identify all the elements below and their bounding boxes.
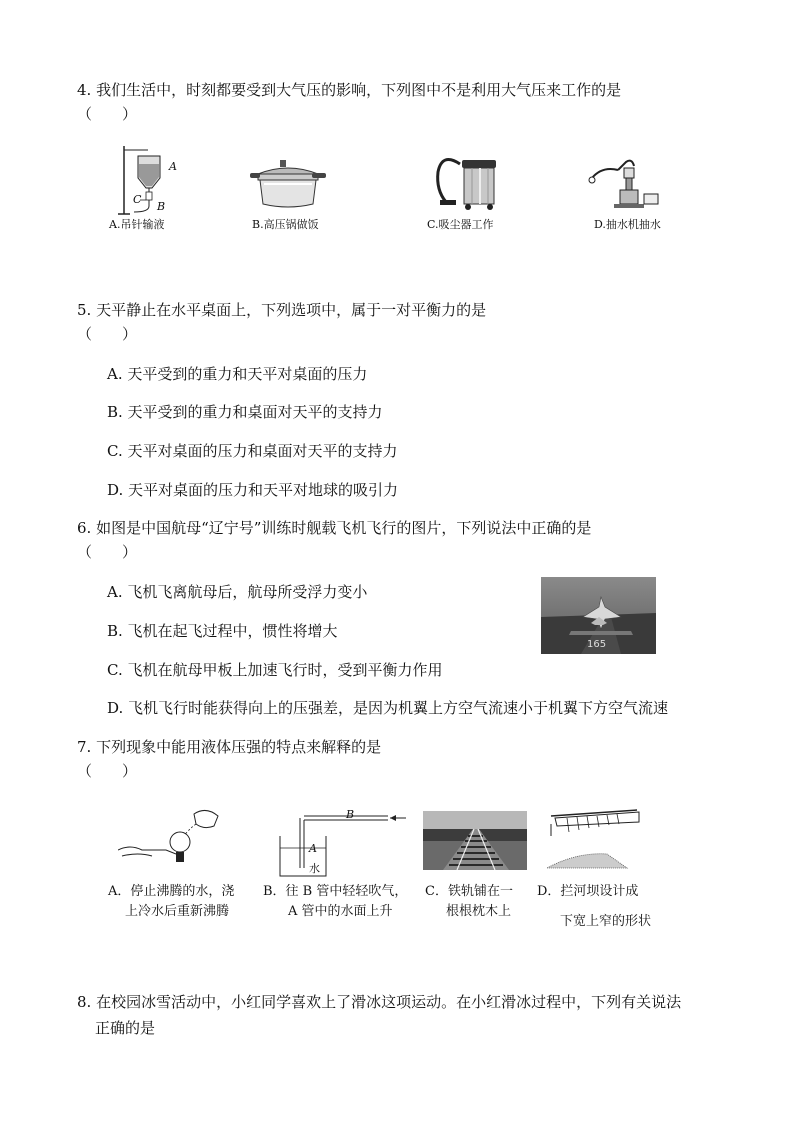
q7-option-a-line1: A．停止沸腾的水，浇	[108, 884, 235, 899]
railway-photo	[423, 811, 527, 870]
q8-stem-line1: 8. 在校园冰雪活动中，小红同学喜欢上了滑冰这项运动。在小红滑冰过程中，下列有关说法	[77, 993, 682, 1011]
q7-option-c-line1: C．铁轨铺在一	[425, 884, 513, 899]
q6-option-d: D. 飞机飞行时能获得向上的压强差，是因为机翼上方空气流速小于机翼下方空气流速	[107, 699, 669, 717]
q6-option-b: B. 飞机在起飞过程中，惯性将增大	[107, 622, 338, 640]
q6-option-a: A. 飞机飞离航母后，航母所受浮力变小	[107, 583, 368, 601]
q4-option-c-label: C.吸尘器工作	[427, 218, 494, 231]
q4-option-b-label: B.高压锅做饭	[252, 218, 319, 231]
q7-stem: 7. 下列现象中能用液体压强的特点来解释的是	[77, 738, 382, 756]
q5-option-c: C. 天平对桌面的压力和桌面对天平的支持力	[107, 442, 398, 460]
q8-stem-line2: 正确的是	[95, 1019, 156, 1037]
q4-answer-paren: （ ）	[77, 105, 138, 123]
q5-option-b: B. 天平受到的重力和桌面对天平的支持力	[107, 403, 383, 421]
q5-option-a: A. 天平受到的重力和天平对桌面的压力	[107, 365, 368, 383]
q6-stem: 6. 如图是中国航母“辽宁号”训练时舰载飞机飞行的图片，下列说法中正确的是	[77, 519, 592, 537]
dam-icon	[547, 808, 643, 870]
flask-cold-water-icon	[118, 806, 228, 866]
blow-tube-icon	[276, 810, 406, 878]
fig-letter-a: A	[169, 160, 177, 173]
q7-option-b-line1: B．往 B 管中轻轻吹气，	[263, 884, 408, 899]
q7-option-b-line2: A 管中的水面上升	[288, 904, 393, 919]
q6-option-c: C. 飞机在航母甲板上加速飞行时，受到平衡力作用	[107, 661, 443, 679]
fig-letter-c: C	[133, 193, 142, 206]
fig-letter-a2: A	[309, 842, 317, 855]
q5-option-d: D. 天平对桌面的压力和天平对地球的吸引力	[107, 481, 399, 499]
q7-option-c-line2: 根根枕木上	[446, 904, 512, 919]
water-pump-icon	[588, 156, 664, 210]
vacuum-cleaner-icon	[432, 150, 502, 212]
fig-letter-b: B	[157, 200, 166, 213]
pressure-cooker-icon	[250, 158, 326, 210]
svg-text:165: 165	[587, 639, 607, 650]
fig-water-label: 水	[309, 862, 320, 875]
q7-option-d-line1: D．拦河坝设计成	[537, 884, 639, 899]
q7-option-a-line2: 上冷水后重新沸腾	[125, 904, 230, 919]
iv-drip-icon	[112, 144, 182, 216]
q4-option-a-label: A.吊针输液	[109, 218, 165, 231]
q6-answer-paren: （ ）	[77, 543, 138, 561]
q7-option-d-line2: 下宽上窄的形状	[560, 914, 652, 929]
carrier-jet-photo	[541, 577, 656, 654]
q5-stem: 5. 天平静止在水平桌面上，下列选项中，属于一对平衡力的是	[77, 301, 487, 319]
q4-option-d-label: D.抽水机抽水	[594, 218, 661, 231]
q7-answer-paren: （ ）	[77, 762, 138, 780]
fig-letter-b2: B	[346, 808, 355, 821]
q5-answer-paren: （ ）	[77, 325, 138, 343]
q4-stem: 4. 我们生活中，时刻都要受到大气压的影响，下列图中不是利用大气压来工作的是	[77, 81, 622, 99]
